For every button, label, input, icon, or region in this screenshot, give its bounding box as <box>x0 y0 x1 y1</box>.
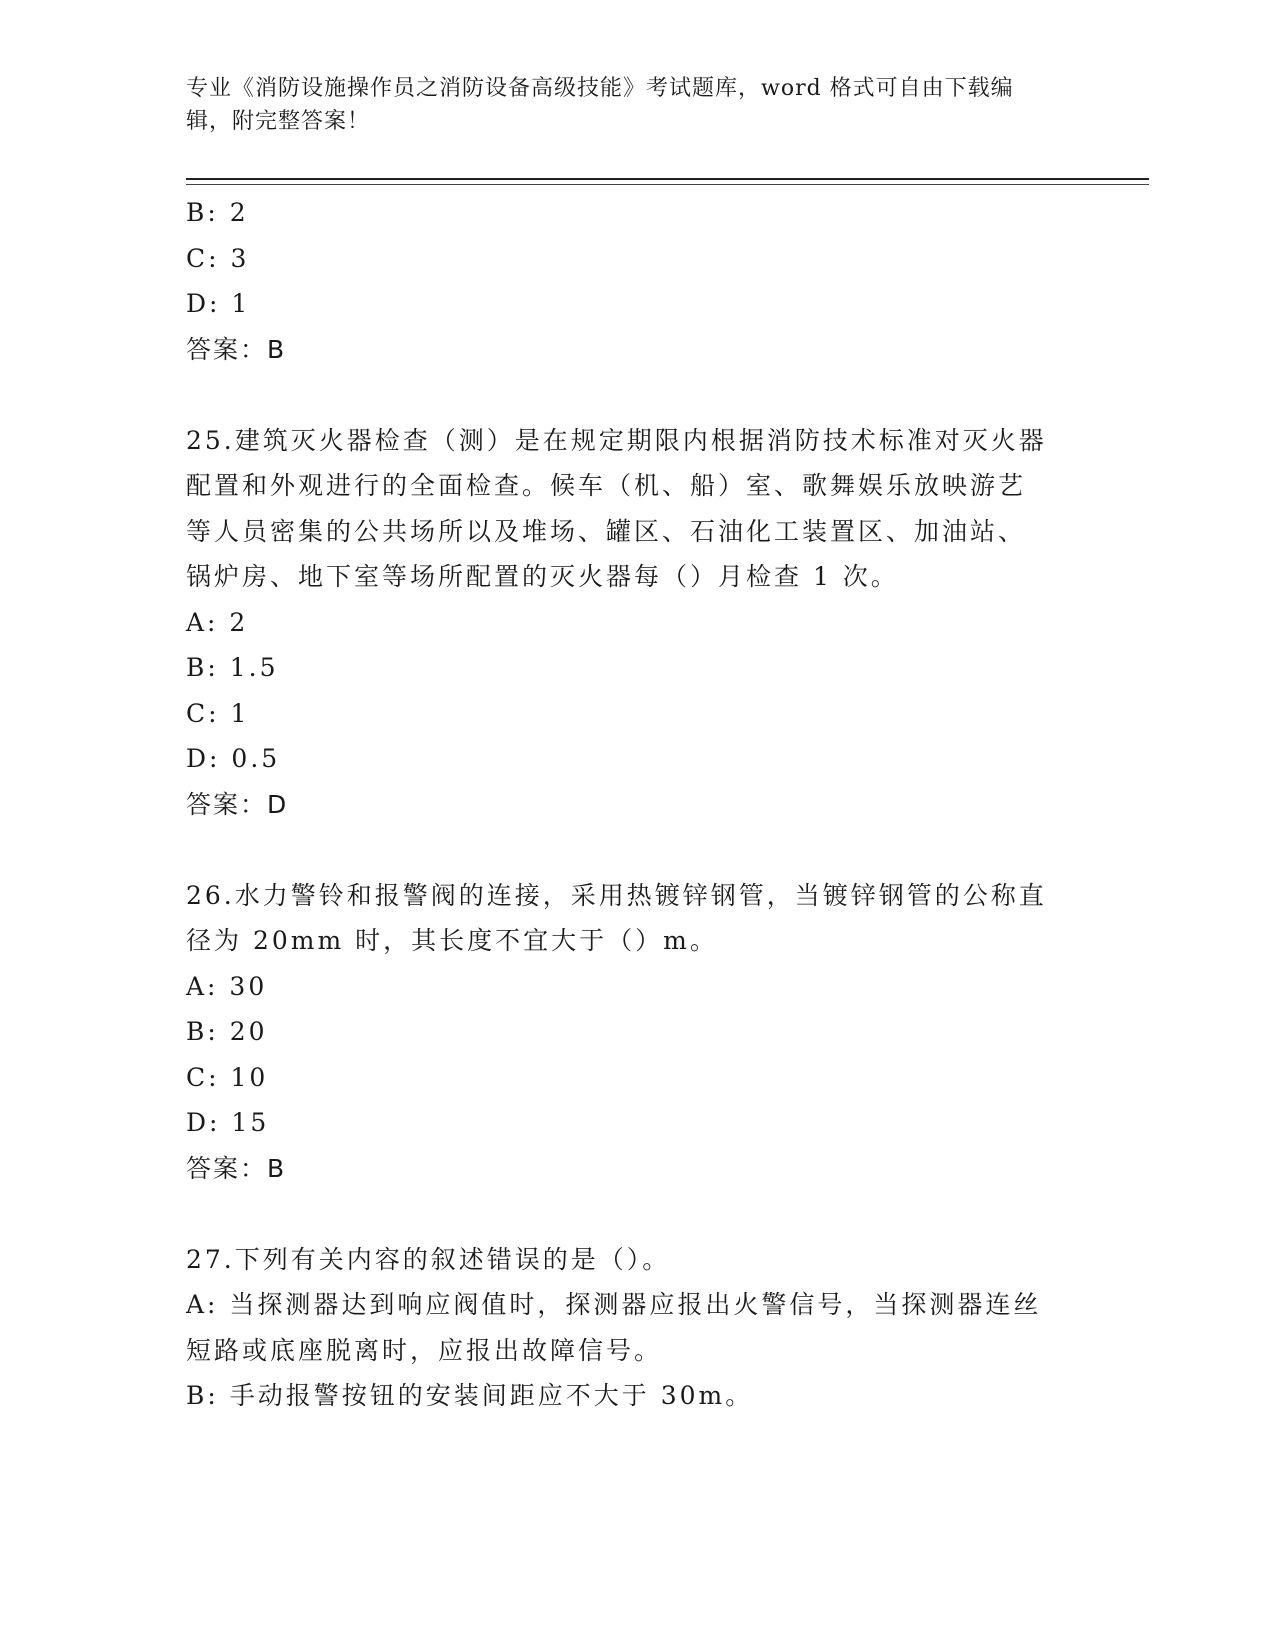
question-stem-line: 27.下列有关内容的叙述错误的是（）。 <box>186 1244 671 1274</box>
question-stem-line: 25.建筑灭火器检查（测）是在规定期限内根据消防技术标准对灭火器 <box>186 425 1047 455</box>
option-line: B: 20 <box>186 1017 268 1046</box>
question-list <box>186 190 1086 1419</box>
option-line: D: 1 <box>186 289 251 318</box>
answer-line: 答案：B <box>186 1153 287 1183</box>
header-line-1: 专业《消防设施操作员之消防设备高级技能》考试题库，word 格式可自由下载编 <box>186 76 1014 101</box>
option-line: B: 1.5 <box>186 653 279 682</box>
header-divider-thick <box>186 178 1149 180</box>
option-line: A: 2 <box>186 607 249 637</box>
question-stem-line: 26.水力警铃和报警阀的连接，采用热镀锌钢管，当镀锌钢管的公称直 <box>186 880 1047 910</box>
question-stem-line: 配置和外观进行的全面检查。候车（机、船）室、歌舞娱乐放映游艺 <box>186 471 1027 500</box>
option-line: C: 1 <box>186 698 250 728</box>
option-line: A: 当探测器达到响应阀值时，探测器应报出火警信号，当探测器连丝 <box>186 1290 1042 1319</box>
header-divider-thin <box>186 184 1149 185</box>
question-stem-line: 锅炉房、地下室等场所配置的灭火器每（）月检查 1 次。 <box>186 562 899 591</box>
document-header <box>186 72 1066 138</box>
option-line: C: 3 <box>186 243 250 273</box>
option-line: A: 30 <box>186 971 268 1001</box>
header-line-2: 辑，附完整答案！ <box>186 109 371 134</box>
answer-line: 答案：D <box>186 789 289 819</box>
answer-line: 答案：B <box>186 334 287 364</box>
option-line: B: 手动报警按钮的安装间距应不大于 30m。 <box>186 1381 754 1410</box>
option-line: 短路或底座脱离时，应报出故障信号。 <box>186 1335 663 1365</box>
option-line: D: 0.5 <box>186 744 281 773</box>
option-line: C: 10 <box>186 1062 269 1092</box>
option-line: B: 2 <box>186 198 249 227</box>
question-stem-line: 等人员密集的公共场所以及堆场、罐区、石油化工装置区、加油站、 <box>186 516 1027 546</box>
question-stem-line: 径为 20mm 时，其长度不宜大于（）m。 <box>186 926 718 955</box>
option-line: D: 15 <box>186 1108 270 1137</box>
